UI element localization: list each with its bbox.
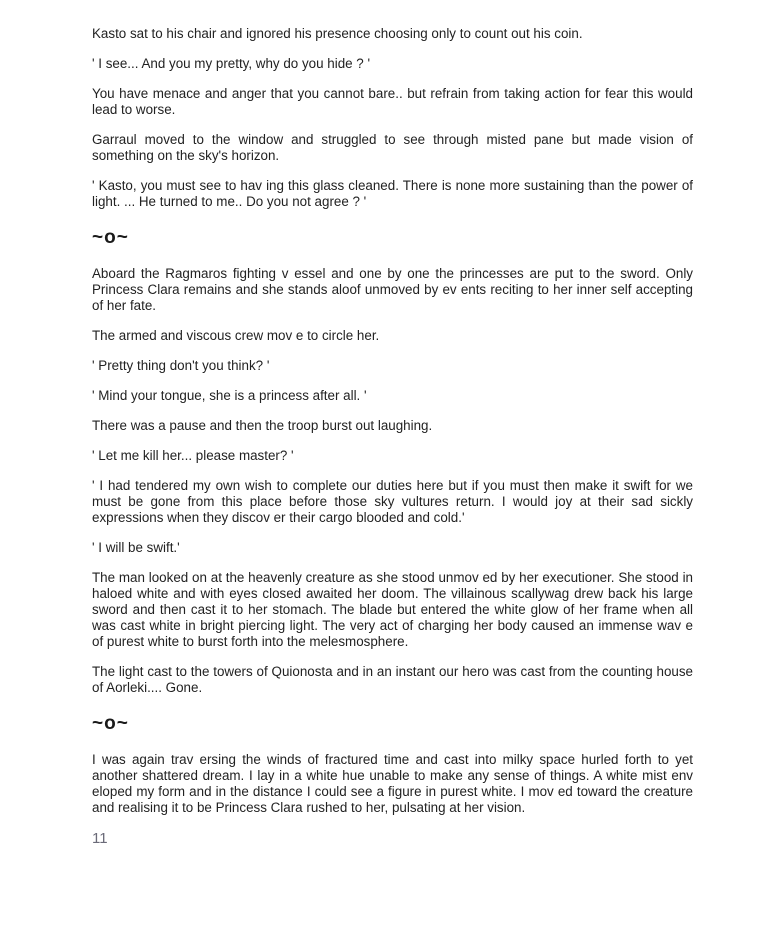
dialogue-line: ' Mind your tongue, she is a princess after all. ' [92,388,367,403]
section-divider: ~o~ [92,713,129,734]
dialogue-line: ' Kasto, you must see to hav ing this glass cleaned. There is none more sustaining than the power of light. ... He turned to me.. Do you not agree ? ' [92,178,693,209]
paragraph: Kasto sat to his chair and ignored his presence choosing only to count out his coin. [92,26,583,41]
paragraph: Garraul moved to the window and struggled to see through misted pane but made vision of something on the sky's horizon. [92,132,693,163]
dialogue-line: ' I will be swift.' [92,540,180,555]
paragraph: The man looked on at the heavenly creature as she stood unmov ed by her executioner. She stood in haloed white and with eyes closed awaited her doom. The villainous scallywag drew back his large sword and then cast it to her stomach. The blade but entered the white glow of her frame when all was cast white in bright piercing light. The very act of charging her body caused an immense wav e of purest white to burst forth into the melesmosphere. [92,570,693,649]
paragraph: I was again trav ersing the winds of fractured time and cast into milky space hurled forth to yet another shattered dream. I lay in a white hue unable to make any sense of things. A white mist env eloped my form and in the distance I could see a figure in purest white. I mov ed toward the creature and realising it to be Princess Clara rushed to her, pulsating at her vision. [92,752,693,815]
paragraph: Aboard the Ragmaros fighting v essel and one by one the princesses are put to the sword. Only Princess Clara remains and she stands aloof unmoved by ev ents reciting to her inner self accepting of her fate. [92,266,693,313]
paragraph: The light cast to the towers of Quionosta and in an instant our hero was cast from the counting house of Aorleki.... Gone. [92,664,693,695]
dialogue-line: ' Let me kill her... please master? ' [92,448,294,463]
paragraph: The armed and viscous crew mov e to circle her. [92,328,380,343]
page-content [92,26,693,848]
dialogue-line: ' I see... And you my pretty, why do you hide ? ' [92,56,371,71]
dialogue-line: ' Pretty thing don't you think? ' [92,358,270,373]
paragraph: You have menace and anger that you cannot bare.. but refrain from taking action for fear this would lead to worse. [92,86,693,117]
page-number: 11 [92,830,108,847]
section-divider: ~o~ [92,227,129,248]
paragraph: There was a pause and then the troop burst out laughing. [92,418,433,433]
dialogue-line: ' I had tendered my own wish to complete our duties here but if you must then make it swift for we must be gone from this place before those sky vultures return. I would joy at their sad sickly expressions when they discov er their cargo blooded and cold.' [92,478,693,525]
